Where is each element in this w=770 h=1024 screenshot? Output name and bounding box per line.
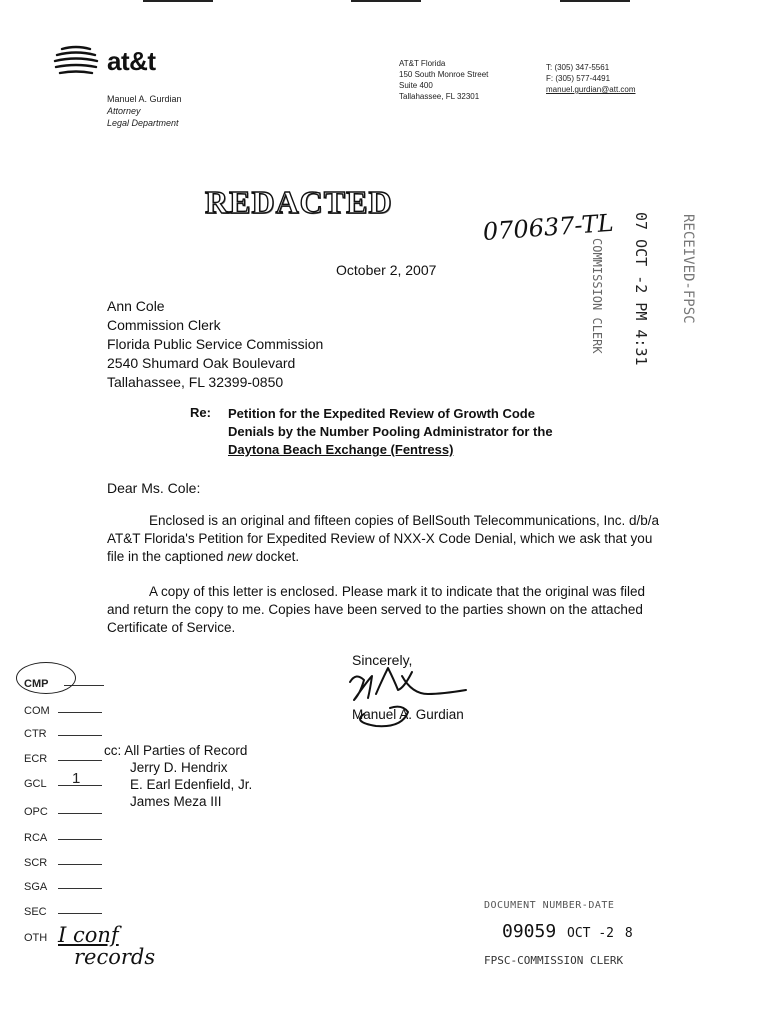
routing-item bbox=[24, 806, 102, 818]
document-date-suffix: 8 bbox=[624, 926, 633, 941]
received-date-stamp: 07 OCT -2 PM 4:31 bbox=[632, 212, 650, 366]
p1-text: Enclosed is an original and fifteen copies of BellSouth Telecommunications, Inc. d/b/a AT&T Florida's Petition for Expedited Review of NXX-X Code Denial, which we ask that you file in the captioned bbox=[107, 513, 660, 564]
signature-name: Manuel A. Gurdian bbox=[352, 707, 464, 722]
document-date: OCT -2 bbox=[567, 926, 614, 941]
oth-note-line: I conf bbox=[58, 923, 119, 947]
recipient-line: Tallahassee, FL 32399-0850 bbox=[107, 374, 284, 390]
brand-wordmark: at&t bbox=[107, 46, 156, 76]
body-paragraph-1 bbox=[107, 512, 667, 566]
sender-block bbox=[107, 93, 182, 129]
routing-code: SEC bbox=[24, 906, 47, 918]
cc-recipient: All Parties of Record bbox=[124, 743, 248, 758]
re-line: Petition for the Expedited Review of Growth Code bbox=[228, 406, 535, 421]
routing-item bbox=[24, 770, 102, 790]
routing-item bbox=[24, 906, 102, 918]
sender-contact bbox=[546, 62, 666, 95]
closing: Sincerely, bbox=[352, 652, 413, 668]
oth-handwritten-note bbox=[58, 924, 155, 968]
routing-item bbox=[24, 728, 102, 740]
cc-recipient: Jerry D. Hendrix bbox=[130, 760, 228, 775]
address-line: 150 South Monroe Street bbox=[399, 70, 489, 79]
recipient-line: Commission Clerk bbox=[107, 317, 221, 333]
routing-code: CTR bbox=[24, 728, 47, 740]
document-number-header: DOCUMENT NUMBER-DATE bbox=[484, 900, 615, 911]
routing-item bbox=[24, 678, 104, 690]
re-line: Daytona Beach Exchange (Fentress) bbox=[228, 442, 454, 457]
address-line: Suite 400 bbox=[399, 81, 433, 90]
cc-recipient: James Meza III bbox=[130, 794, 222, 809]
p1-emphasis: new bbox=[227, 549, 252, 564]
re-line: Denials by the Number Pooling Administrator for the bbox=[228, 424, 553, 439]
letter-date: October 2, 2007 bbox=[336, 262, 437, 278]
top-rule bbox=[560, 0, 630, 2]
cc-block bbox=[104, 742, 247, 759]
routing-item bbox=[24, 932, 58, 944]
recipient-address bbox=[107, 297, 323, 392]
fax: F: (305) 577-4491 bbox=[546, 74, 611, 83]
recipient-line: 2540 Shumard Oak Boulevard bbox=[107, 355, 296, 371]
top-rule bbox=[351, 0, 421, 2]
address-line: Tallahassee, FL 32301 bbox=[399, 92, 480, 101]
address-line: AT&T Florida bbox=[399, 59, 446, 68]
email-link[interactable]: manuel.gurdian@att.com bbox=[546, 85, 636, 94]
p2-text: A copy of this letter is enclosed. Please mark it to indicate that the original was filed and return the copy to me. Copies have been served to the parties shown on the attached Certificate of Service. bbox=[107, 584, 646, 635]
redacted-stamp: REDACTED bbox=[205, 184, 393, 220]
oth-note-line: records bbox=[74, 945, 156, 969]
salutation: Dear Ms. Cole: bbox=[107, 480, 201, 496]
routing-code: OPC bbox=[24, 806, 48, 818]
routing-item bbox=[24, 857, 102, 869]
routing-code: RCA bbox=[24, 832, 48, 844]
sender-department: Legal Department bbox=[107, 118, 179, 128]
routing-code: OTH bbox=[24, 932, 48, 944]
docket-number-handwritten: 070637-TL bbox=[482, 208, 615, 246]
re-label: Re: bbox=[190, 405, 211, 420]
routing-code: COM bbox=[24, 705, 50, 717]
routing-code: CMP bbox=[24, 678, 49, 690]
document-number: 09059 bbox=[502, 921, 557, 942]
routing-mark: 1 bbox=[72, 770, 81, 787]
cc-recipient: E. Earl Edenfield, Jr. bbox=[130, 777, 253, 792]
routing-item bbox=[24, 753, 102, 765]
att-globe-logo-icon bbox=[52, 44, 100, 78]
top-rule bbox=[143, 0, 213, 2]
routing-code: ECR bbox=[24, 753, 48, 765]
sender-name: Manuel A. Gurdian bbox=[107, 94, 182, 104]
p1-end: docket. bbox=[255, 549, 300, 564]
cmp-circle-mark bbox=[16, 662, 76, 694]
phone: T: (305) 347-5561 bbox=[546, 63, 610, 72]
sender-title: Attorney bbox=[107, 106, 141, 116]
recipient-line: Florida Public Service Commission bbox=[107, 336, 324, 352]
routing-item bbox=[24, 881, 102, 893]
routing-item bbox=[24, 705, 102, 717]
routing-code: GCL bbox=[24, 778, 47, 790]
cc-list bbox=[130, 759, 252, 810]
recipient-line: Ann Cole bbox=[107, 298, 165, 314]
body-paragraph-2 bbox=[107, 583, 667, 637]
document-number-row bbox=[484, 921, 633, 942]
routing-item bbox=[24, 832, 102, 844]
cc-label: cc: bbox=[104, 743, 122, 758]
document-number-footer: FPSC-COMMISSION CLERK bbox=[484, 954, 624, 967]
routing-code: SCR bbox=[24, 857, 48, 869]
received-fpsc-stamp: RECEIVED-FPSC bbox=[680, 214, 696, 324]
sender-address bbox=[399, 58, 529, 102]
routing-code: SGA bbox=[24, 881, 48, 893]
document-number-stamp bbox=[484, 900, 633, 967]
commission-clerk-stamp: COMMISSION CLERK bbox=[590, 238, 604, 354]
re-subject bbox=[228, 405, 648, 459]
